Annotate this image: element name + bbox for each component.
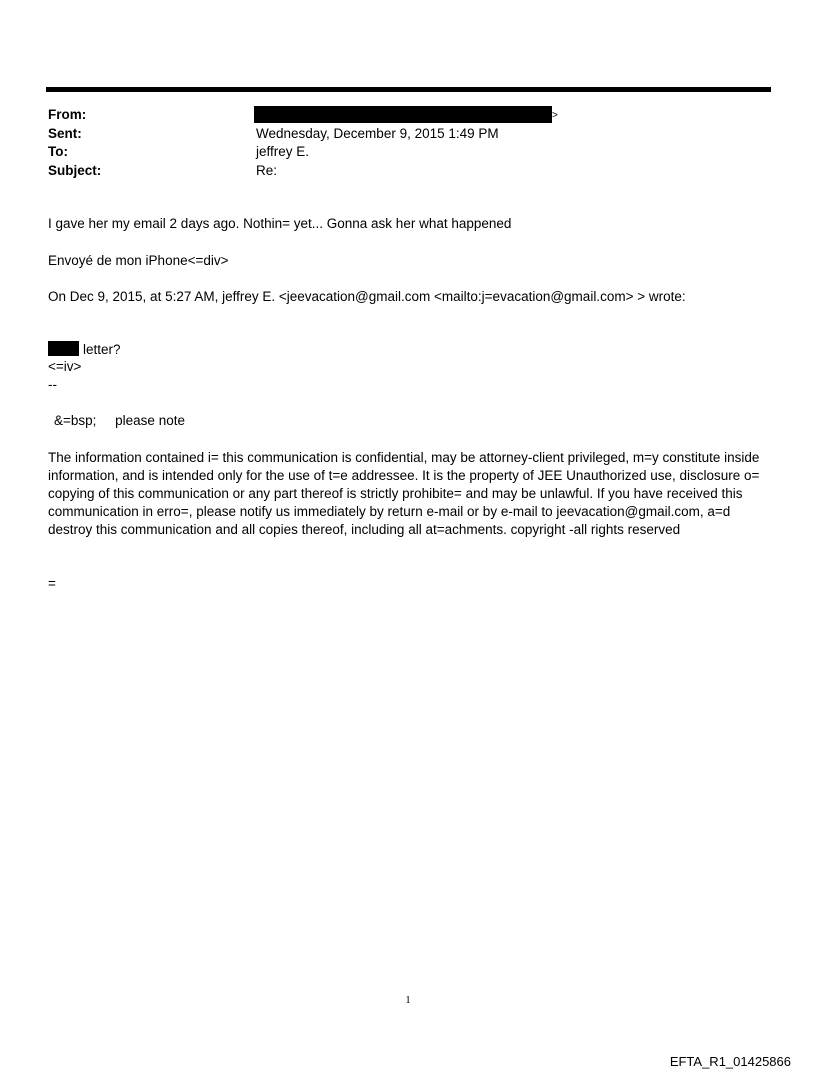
to-value: jeffrey E. [256, 144, 310, 159]
subject-label: Subject: [48, 162, 102, 178]
confidentiality-disclaimer: The information contained i= this communication is confidential, may be attorney-client privileged, m=y constitute inside information, and is intended only for the use of t=e addressee. It is the property of JEE Unauthorized use, disclosure o= copying of this communication or any part thereof is strictly prohibite= and may be unlawful. If you have received this communication in erro=, please notify us immediately by return e-mail or by e-mail to jeevacation@gmail.com, a=d destroy this communication and all copies thereof, including all at=achments. copyright -all rights reserved [48, 450, 760, 537]
sent-value: Wednesday, December 9, 2015 1:49 PM [256, 125, 499, 141]
email-header [48, 106, 768, 180]
from-label: From: [48, 107, 87, 122]
document-id: EFTA_R1_01425866 [669, 1054, 791, 1069]
signature-separator: -- [48, 377, 57, 392]
to-row [48, 143, 768, 162]
letter-text: letter? [83, 342, 121, 357]
header-divider [46, 87, 771, 92]
sent-row [48, 125, 768, 144]
sent-label: Sent: [48, 125, 82, 141]
body-line-iv: <=iv> [48, 359, 82, 374]
to-label: To: [48, 144, 68, 159]
please-note-line: &=bsp; please note [54, 413, 185, 428]
body-line-2: Envoyé de mon iPhone<=div> [48, 253, 229, 268]
subject-value: Re: [256, 162, 278, 178]
subject-row [48, 162, 768, 181]
trailing-equals: = [48, 576, 56, 591]
redaction-block [254, 106, 552, 123]
page-number: 1 [405, 994, 411, 1006]
quoted-header-line: On Dec 9, 2015, at 5:27 AM, jeffrey E. <jeevacation@gmail.com <mailto:j=evacation@gmail.com> > wrote: [48, 289, 686, 304]
from-value-suffix: > [552, 110, 558, 121]
body-line-1: I gave her my email 2 days ago. Nothin= yet... Gonna ask her what happened [48, 216, 512, 231]
redaction-block [48, 341, 79, 356]
body-line-letter [48, 341, 776, 360]
from-row [48, 106, 768, 125]
